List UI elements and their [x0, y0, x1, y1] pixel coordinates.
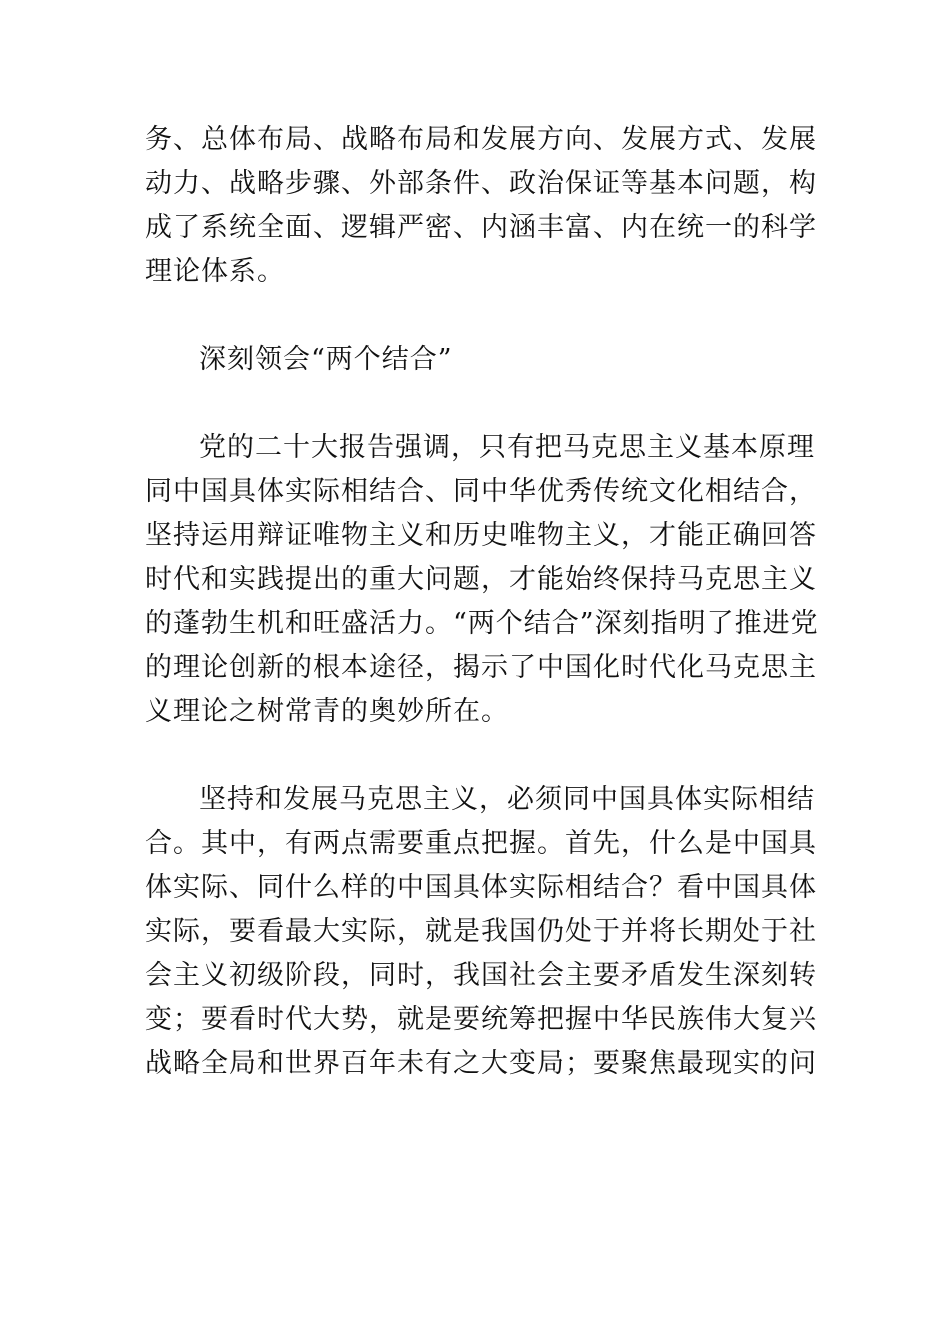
- text-line: 坚持运用辩证唯物主义和历史唯物主义，才能正确回答: [145, 520, 817, 551]
- text-line: 合。其中，有两点需要重点把握。首先，什么是中国具: [145, 828, 817, 859]
- paragraph-continuation: [145, 118, 817, 294]
- text-line: 实际，要看最大实际，就是我国仍处于并将长期处于社: [145, 916, 817, 947]
- text-line: 变；要看时代大势，就是要统筹把握中华民族伟大复兴: [145, 1004, 817, 1035]
- text-line: 务、总体布局、战略布局和发展方向、发展方式、发展: [145, 124, 817, 155]
- section-heading: [145, 338, 805, 382]
- text-line: 坚持和发展马克思主义，必须同中国具体实际相结: [199, 784, 815, 815]
- text-line: 的理论创新的根本途径，揭示了中国化时代化马克思主: [145, 652, 817, 683]
- heading-text: 深刻领会“两个结合”: [199, 344, 453, 375]
- text-line: 会主义初级阶段，同时，我国社会主要矛盾发生深刻转: [145, 960, 817, 991]
- text-line: 义理论之树常青的奥妙所在。: [145, 696, 509, 727]
- paragraph-2: [145, 426, 819, 734]
- text-line: 时代和实践提出的重大问题，才能始终保持马克思主义: [145, 564, 817, 595]
- text-line: 理论体系。: [145, 256, 285, 287]
- text-line: 同中国具体实际相结合、同中华优秀传统文化相结合，: [145, 476, 817, 507]
- text-line: 成了系统全面、逻辑严密、内涵丰富、内在统一的科学: [145, 212, 817, 243]
- text-line: 的蓬勃生机和旺盛活力。“两个结合”深刻指明了推进党: [145, 608, 819, 639]
- text-line: 体实际、同什么样的中国具体实际相结合？看中国具体: [145, 872, 817, 903]
- text-line: 战略全局和世界百年未有之大变局；要聚焦最现实的问: [145, 1048, 817, 1079]
- paragraph-3: [145, 778, 817, 1086]
- text-line: 党的二十大报告强调，只有把马克思主义基本原理: [199, 432, 815, 463]
- text-line: 动力、战略步骤、外部条件、政治保证等基本问题，构: [145, 168, 817, 199]
